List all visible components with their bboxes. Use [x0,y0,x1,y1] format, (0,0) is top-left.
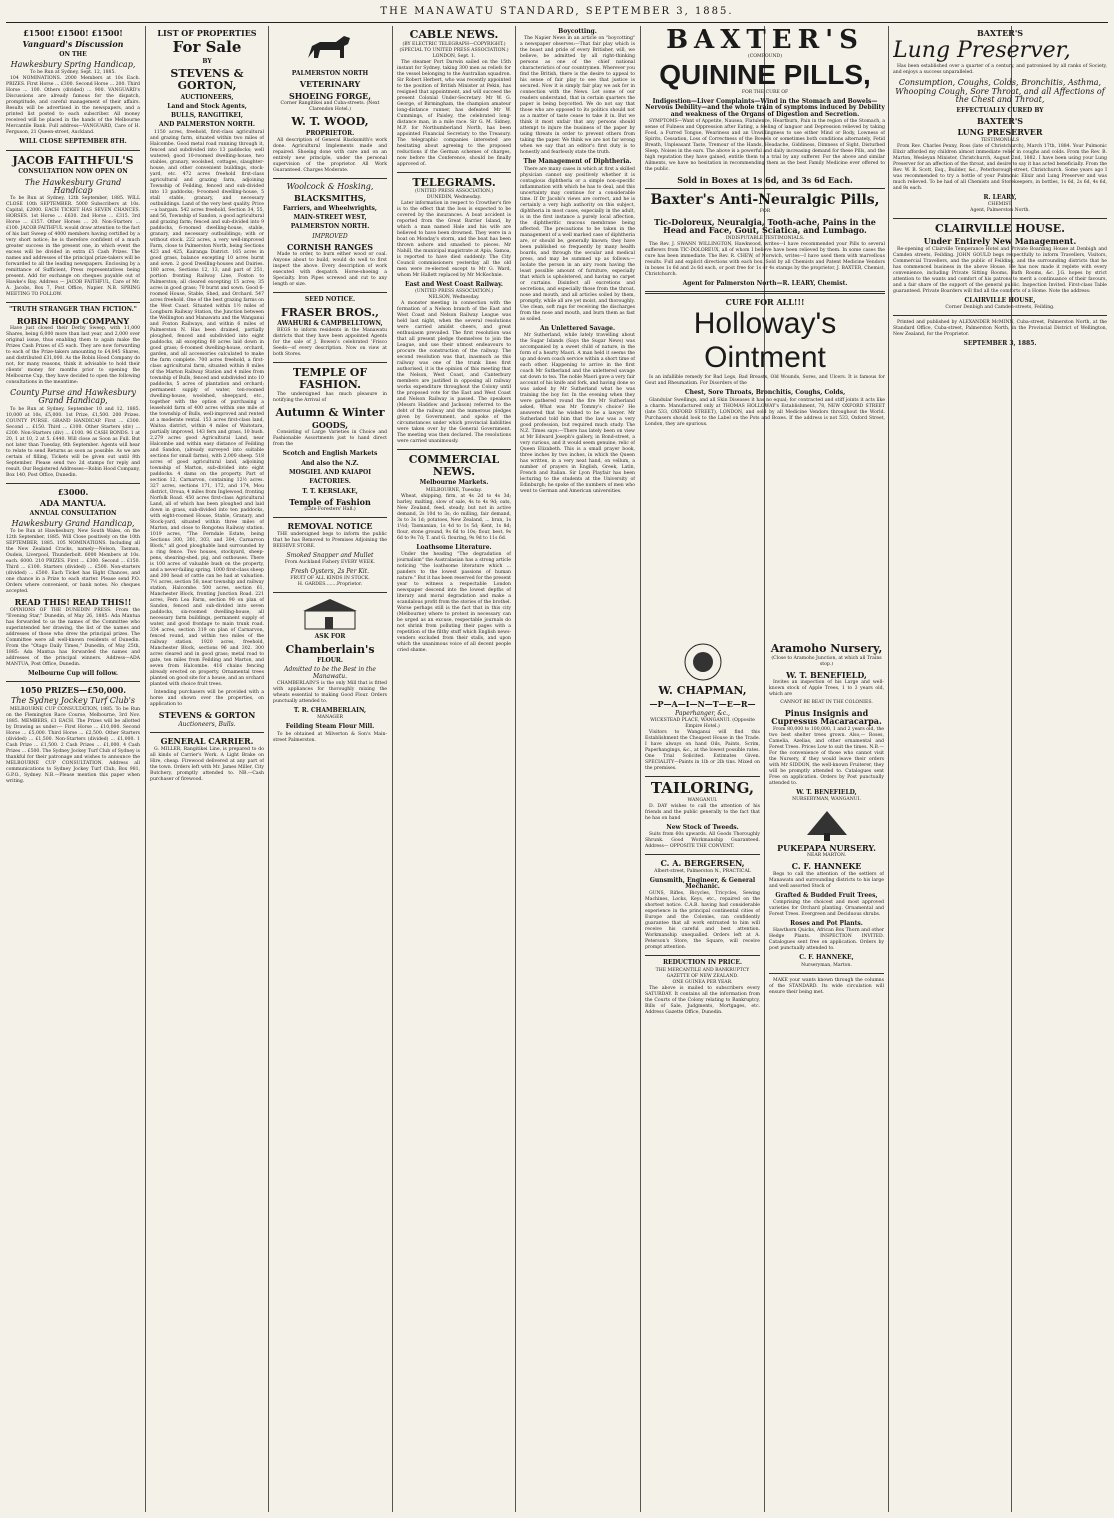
subheading: MAIN-STREET WEST, [293,214,367,221]
subheading: Melbourne Markets. [419,479,489,487]
article-text: CHAMBERLAIN'S is the only Mill that is fitted with appliances for thoroughly mixing the wheats essential to making Good Flour. Orders punctually attended to. [273,681,387,705]
subheading: CANNOT BE BEAT IN THE COLONIES. [780,699,873,705]
article-text: MELBOURNE CUP CONSULTATION, 1885. To be Run on the Flemington Race Course, Melbourne, 3rd Nov. 1885. MEMBERS, £1 EACH. The Prizes will be allotted by Drawing as under:— First Horse ... £10,000. Second Horse ... £5,000. Third Horse ... £2,500. Other Starters (divided) ... £1,500. Non-Starters (divided) ... £1,000. 1 Cash Prize ... £1,500. 2 Cash Prizes ... £1,000. 4 Cash Prizes ... £500. The Sydney Jockey Turf Club of Sydney is thankful for their patronage and wishes to announce the MELBOURNE CUP CONSULTATION. Address all communications to Sydney Jockey Turf Club, Box 981, G.P.O., Sydney. N.B.—Please mention this paper when writing. [6,706,140,784]
headline: PUKEPAPA NURSERY. [777,843,876,854]
column-2 [150,26,264,1512]
subheading: Roses and Pot Plants. [790,920,863,928]
separator [645,291,885,294]
subheading: Chest, Sore Throats, Bronchitis, Coughs, Colds, [684,389,846,397]
headline: An Unlettered Savage. [539,324,616,332]
separator [273,517,387,518]
article-text: OPINIONS OF THE DUNEDIN PRESS. From the "Evening Star," Dunedin, of May 26, 1885: Ada Mantua has forwarded to us the names of the Committee who superintended her drawing, the list of the names and addresses of those who drew the principal prizes. The Committee were all well-known residents of Dunedin. From the "Otago Daily Times," Dunedin, of May 25th, 1885: Ada Mantua has forwarded the names and addresses of the principal winners. Address—ADA MANTUA, Post Office, Dunedin. [6,607,140,667]
headline: Vanguard's Discussion [22,39,124,50]
headline: Aramoho Nursery, [770,642,883,655]
subheading: New Stock of Tweeds. [666,823,739,831]
subheading: Agent for Palmerston North—R. LEARY, Chemist. [682,279,848,287]
separator [397,449,511,450]
headline: C. F. HANNEKE [791,861,862,872]
subheading: From Auckland Fishery EVERY WEEK. [284,560,376,566]
subheading: IMPROVED [312,232,348,240]
subheading: R. LEARY, [983,193,1017,201]
headline: FRASER BROS., [280,305,380,319]
subheading: REDUCTION IN PRICE. [663,959,742,967]
separator [397,172,511,173]
subheading: ANNUAL CONSULTATION [29,509,117,517]
headline: C. A. BERGERSEN, [660,858,745,869]
column-rule [392,26,393,1512]
article-text: Is an infallible remedy for Bad Legs, Bad Breasts, Old Wounds, Sores, and Ulcers. It is famous for Gout and Rheumatism. For Disorders of the [645,375,885,387]
article-text: Wheat, shipping, firm, at 4s 2d to 4s 3d; barley, malting, slow of sale, 4s to 4s 9d; oats, New Zealand, feed, steady, but not in active demand, 2s 10d to 3s; do milling, fair demand, 3s to 3s 1d; potatoes, New Zealand, ... bran, 1s 1½d; Tasmanian, 1s 4d to 1s 5d; Kent, 1s 8d; flour, stone ground, 9s 6d to 10s; flour, best, 9s 6d to 9s 7d; T. and G. flouring, 9s 9d to 11s 6d. [397,493,511,541]
article-text: Intending purchasers will be provided with a horse and shown over the properties, on application to [150,689,264,707]
subheading: Gunsmith, Engineer, & General Mechanic. [649,876,756,890]
subheading: To be Run at Sydney, Sept. 12, 1885. [30,70,116,76]
subheading: Melbourne Cup will follow. [27,669,119,677]
separator [645,188,885,189]
headline: The Hawkesbury Grand Handicap [24,177,122,195]
subheading: WANGANUI. [687,797,718,803]
headline: SHOEING FORGE, [288,90,372,101]
article-text: Consisting of Large Varieties in Choice and Fashionable Assortments just to hand direct from the [273,430,387,448]
article-text: Visitors to Wanganui will find this Establishment the Cheapest House in the Trade. I have always on hand Oils, Paints, Scrim, Paperhangings, &c., at the lowest possible rates. One Trial Solicited. Estimates Given. SPECIALITY—Paints in 1lb or 2lb tins. Mixed on the premises. [645,730,760,772]
headline: COMMERCIAL NEWS. [408,453,500,478]
separator [769,973,884,974]
headline: STEVENS & GORTON [158,709,256,720]
subheading: T. R. CHAMBERLAIN, [293,707,367,715]
article-text: G. MILLER, Rangitikei Line, is prepared to do all kinds of Carrier's Work. A Light Brake on Hire, cheap. Firewood delivered at any part of the town. Orders left with Mr. James Miller, City Butchery, promptly attended to. NB.—Cash purchaser of firewood. [150,746,264,782]
masthead: THE MANAWATU STANDARD, SEPTEMBER 3, 1885. [380,6,734,17]
headline: CORNISH RANGES [286,241,374,252]
separator [273,362,387,363]
subheading: Scotch and English Markets [282,450,378,458]
headline: W. T. WOOD, [291,115,369,129]
subheading: Sold in Boxes at 1s 6d, and 3s 6d Each. [677,174,853,185]
mill-illustration [295,597,365,631]
headline: TEMPLE OF FASHION. [292,366,368,391]
headline: Autumn & Winter [275,405,385,419]
subheading: Smoked Snapper and Mullet [286,551,374,559]
subheading: Agent, Palmerston North. [970,207,1030,213]
subheading: Corner Denbigh and Camden-streets, Feilding. [945,305,1055,311]
article-text: Comprising the choicest and most approved varieties for Orchard planting. Ornamental and Forest Trees. Evergreen and Deciduous shrubs. [769,900,884,918]
subheading: BULLS, RANGITIKEI, [170,112,244,120]
article-text: Mr Sutherland, while lately travelling about the Sugar Islands (Says the Sugar News) was accompanied by a sweet child of nature, in the form of a hearty Maori. A man held it seems the up and down coach service within a short time of each other. Happening to arrive in the first coach Mr Sutherland and the unlettered savage sat down to tea. The noble Maori gave a very fair account of his knife and fork, and having done so was asked by Mr Sutherland what he was training the boy for. In the evening when they were gathered round the fire Mr Sutherland asked, What was Mr Tommy's choice? He answered that he wished to be a lawyer. Mr Sutherland told him that the law was a very good profession, but required much study. The N.Z. Times says:—There has lately been on view at Mr Edward Joseph's gallery, in Bond-street, a very curious, and it would seem genuine, relic of Queen Elizabeth. This is a small prayer book, three inches by two inches, in which the Queen has written, in a very neat hand, on vellum, a number of prayers in English, Greek, Latin, French and Italian. Sir Lyon Playfair has been lecturing to the students at the University of Edinburgh; he spoke of the numbers of men who went to German and American universities. [520,332,635,494]
headline: County Purse and Hawkesbury Grand Handicap, [10,388,136,406]
subheading: ON THE [59,50,87,58]
subheading: THE MERCANTILE AND BANKRUPTCY GAZETTE OF NEW ZEALAND. [655,967,750,979]
article-text: Printed and published by ALEXANDER McMINN, Cuba-street, Palmerston North, at the Standard Office, Cuba-street, Palmerston North, in the Provincial District of Wellington, New Zealand, for the Proprietor. [893,320,1107,338]
article-text: Begs to call the attention of the settlers of Manawatu and surrounding districts to his large and well assorted Stock of [769,871,884,889]
subheading: Land and Stock Agents, [167,102,247,110]
subheading: Corner Rangitikei and Cuba-streets. (Next Clarendon Hotel.) [280,101,380,113]
subheading: AUCTIONEERS, [180,93,234,101]
separator [273,592,387,593]
headline: LIST OF PROPERTIES [157,28,257,38]
subheading: And also the N.Z. [301,459,359,467]
article-text: To be Run at Sydney, 12th September, 1885. WILL CLOSE 10th SEPTEMBER. 5000 Subscribers at 10s. Capital, £2000. EACH TICKET HAS SEVEN CHANCES. HORSES. 1st Horse ... £630. 2nd Horse ... £315. 3rd Horse ... £157. Other Horses ... 20. Non-Starters ... £100. JACOB FAITHFUL would draw attention to the fact of his last Sweep of 4000 members having certified by a very short notice; he is therefore confident of a much greater success in the present one, in which event the excess will be divided in extra £5 Cash Prizes. The names and addresses of the principal prize-takers will be forwarded to all the leading newspapers. Enclosing by a remittance of Sufficient, Press representatives being present. Add for exchange on cheques payable out of Hawke's Bay. Address — JACOB FAITHFUL, Care of Mr. A. Jacobs, Box 7, Post Office, Napier. N.B. SPRING MEETING TO FOLLOW. [6,196,140,298]
headline: QUININE PILLS, [659,59,871,90]
headline: For Sale [172,38,242,57]
subheading: Nurseryman, Marton. [801,962,852,968]
subheading: CHEMIST, [987,201,1013,207]
headline: Consumption, Coughs, Colds, Bronchitis, Asthma, Whooping Cough, Sore Throat, and all Affections of the Chest and Throat, [895,78,1105,105]
subheading: (Late Foresters' Hall.) [304,507,356,513]
headline: £3000. [57,486,89,497]
article-text: Made to order, to burn either wood or coal. Anyone about to build, would do well to first inspect the above. Every description of work executed with despatch. Horse-shoeing a Specialty. Iron Pipes screwed and cut to any length or size. [273,252,387,288]
headline: Hawkesbury Spring Handicap, [10,60,136,70]
column-5 [520,26,635,1512]
subheading: WICKSTEAD PLACE, WANGANUI. (Opposite Empire Hotel.) [650,718,755,730]
article-text: Under the heading "The degradation of journalism" the Australasian has a strong article noticing "the loathsome literature which ... panders to the lowest passions of human nature." But it has been reserved for the present year to witness a respectable London newspaper descend into the lowest depths of literary and moral degradation and make a scandalous profit from the stories of the brothel. Worse perhaps still is the fact that in this city (Melbourne) where to protest in necessary can be urged as an excuse, respectable journals do not shrink from polluting their pages with a repetition of the filthy stuff which English news-venders excluded from their stalls, and upon which the unanimous voice of all decent people cried shame. [397,552,511,654]
headline: The Management of Diphtheria. [523,158,632,166]
article-text: THE undersigned begs to inform the public that he has Removed to Premises Adjoining the BEEHIVE STORE. [273,531,387,549]
subheading: SEPTEMBER 3, 1885. [963,340,1037,348]
subheading: FACTORIES. [309,478,351,486]
headline: ADA MANTUA. [39,498,107,509]
subheading: WILL CLOSE SEPTEMBER 8TH. [19,138,127,146]
headline: STEVENS & GORTON, [170,67,244,92]
column-rule [268,26,269,1512]
article-text: From 80,000 to 100,000, 1 and 2 years old, the two best shelter trees grown. Also,— Roses, Camelia, Azelias, and other ornamental and Forest Trees. Prices Low to suit the times. N.B.—For the convenience of those who cannot visit the Nursery, if they would leave their orders with Mr SIDDON, the well-known Fruiterer, they will be promptly attended to. Catalogues sent Free on application. Orders by Post punctually attended to. [769,726,884,786]
separator [6,483,140,484]
article-text: The Napier News in an article on "boycotting" a newspaper observes:—That fair play which is the boast and pride of every Britisher, will, we believe, be admitted by all right-thinking persons as one of the chief national characteristics of our countrymen. Wherever you find the British, there is the desire to appeal to his sense of fair play to see that justice is secured. Now it is simply fair play we ask for in connection with the News. Let some of our readers understand, that in certain quarters the paper is being boycotted. We do not say that those who are opposed to its politics should not as a matter of taste cease to take it in. But we think it most unfair that any persons should attempt to injure the business of the paper by using threats in order to prevent others from taking the paper. We think we are not far wrong when we say that an editor's first duty is to honestly and fearlessly state the truth. [520,36,635,156]
headline: The Sydney Jockey Turf Club's [10,696,136,706]
headline: TELEGRAMS. [412,175,496,189]
subheading: SEED NOTICE. [304,296,356,304]
headline: GOODS, [312,420,348,431]
headline: BAXTER'S [976,115,1024,126]
column-1 [6,26,140,1512]
subheading: PALMERSTON NORTH. [290,223,370,231]
separator [150,732,264,733]
separator [645,776,760,777]
headline: W. T. BENEFIELD, [786,669,867,680]
headline: ROBIN HOOD COMPANY [16,315,130,326]
headline: 1050 PRIZES—£50,000. [19,685,127,696]
article-text: Hawthorn Quicks, African Box Thorn and other Hedge Plants. INSPECTION INVITED. Catalogues sent free on application. Orders by post punctually attended to. [769,928,884,952]
separator [893,218,1107,219]
article-text: GUNS, Rifles, Bicycles, Tricycles, Sewing Machines, Locks, Keys, etc., repaired on the shortest notice. C.A.B. having had considerable experience in the principal continental cities of Europe and the Colonies, can confidently guarantee that all work entrusted to him will receive his careful and best attention. Workmanship unequalled. Orders left at A. Peterson's Store, the Square, will receive prompt attention. [645,891,760,951]
subheading: FRUIT OF ALL KINDS IN STOCK. [290,576,370,582]
article-text: To be obtained at Milverton & Son's Main-street Palmerston. [273,731,387,743]
subheading: Grafted & Budded Fruit Trees, [775,891,878,899]
article-text: Suits from 60s upwards. All Goods Thoroughly Shrunk. Good Workmanship Guaranteed. Address— OPPOSITE THE CONVENT. [645,832,760,850]
article-text: To be Run at Sydney, September 10 and 12, 1885. 10,000 at 10s, £5,000. 1st Prize, £1,500. 200 Prizes. COUNTY PURSE. GRAND HANDICAP. First ... £300. Second ... £150. Third ... £100. Other Starters (div) ... £200. Non-Starters (div) ... £100. 96 CASH BONDS. 1 at 20, 1 at 10, 2 at 5. £440. Will close as Soon as Full. But not later than Tuesday, 8th September. Agents will hear to relate to send Returns as soon as possible. As we are certain of filling, Tickets will be given out until 8th September. Please send two 2d stamps for reply and result. Our Registered Addresses—Robin Hood Company, Box 140, Post Office, Dunedin. [6,406,140,478]
article-text: D. DAY wishes to call the attention of his friends and the public generally to the fact that he has on hand [645,803,760,821]
column-4 [397,26,511,1512]
subheading: MANAGER [317,715,343,721]
article-text: 104 NOMINATIONS. 2000 Members at 10s Each. PRIZES. First Horse ... £300. Second Horse ... 200. Third Horse ... 100. Others (divided) ... 900. VANGUARD's Discussions are already famous for the dispatch, promptitude, and careful management of their affairs. Results will be advertised in the newspapers, and a printed list posted to each subscriber. All money received will be placed in the hands of the Melbourne Mercantile Bank. Full address—VANGUARD, Care of H. Ferguson, 21 Queen-street, Auckland. [6,76,140,136]
headline: CLAIRVILLE HOUSE. [934,221,1065,235]
article-text: All description of General Blacksmith's work done. Agricultural Implements made and repaired. Shoeing done with care and on an entirely new principle, under the personal supervision of the proprietor. All Work Guaranteed. Charges Moderate. [273,137,387,173]
headline: Holloway's Ointment [693,307,837,375]
subheading: Indigestion—Liver Complaints—Wind in the Stomach and Bowels—Nervous Debility—and the whole train of symptoms induced by Debility and weakness of the Organs of Digestion and Secretion. [645,98,885,118]
top-rule [6,22,1108,23]
subheading: East and West Coast Railway. [405,281,503,289]
headline: BLACKSMITHS, [293,193,367,204]
headline: REMOVAL NOTICE [287,521,373,532]
headline: Lung Preserver, [893,38,1071,64]
headline: Woolcock & Hosking, [286,181,374,191]
subheading: CLAIRVILLE HOUSE, [964,296,1036,304]
article-text: Have just closed their Derby Sweep, with 11,000 Shares, being 6,000 more than last year, and 2,000 over original issue, thus enabling them to again make the Prizes Cash Prizes of £5 each. They are now forwarding to each of the Prize-takers amounting to £4,845 Shares, and distributed £31,000. As the Robin Hood Company do not, for many reasons, think it advisable to hold their clients' money for months prior to opening the Melbourne Cup, they have decided to open the following consultations in the meantime: [6,326,140,386]
headline: TAILORING, [650,779,755,798]
subheading: Tic-Doloreux, Neuralgia, Tooth-ache, Pains in the Head and Face, Gout, Sciatica, and Lumbago. [654,216,876,236]
separator [645,955,760,956]
subheading: Albert-street, Palmerston N., PRACTICAL [654,868,751,874]
article-text: BEGS to inform residents in the Manawatu districts that they have been appointed Agents for the sale of J. Bowen's celebrated 'Frisco Seeds—of every description. Now on view at both Stores. [273,328,387,358]
subheading: Paperhanger, &c., [675,709,730,717]
column-rule [888,26,889,1512]
subheading: (SPECIAL TO UNITED PRESS ASSOCIATION.) [399,47,509,53]
headline: Pinus Insignis and Cupressus Macaracarpa. [771,707,882,727]
subheading: NURSERYMAN, WANGANUI. [792,797,861,803]
headline: W. CHAPMAN, [658,684,747,697]
column-rule [145,26,146,1512]
headline: —P—A—I—N—T—E—R— [649,698,756,709]
separator [6,150,140,151]
subheading: NELSON, Wednesday. [428,295,480,301]
subheading: Feilding Steam Flour Mill. [285,723,375,731]
headline: JACOB FAITHFUL'S [12,153,134,167]
article-text: A monster meeting in connection with the formation of a Nelson branch of the East and West Coast and Nelson Railway League was held last night, when the several resolutions were carried amidst cheers, and great enthusiasm prevailed. The first resolution was that all present pledge themselves to join the League, and use their utmost endeavours to procure the construction of the railway. The second resolution was that, inasmuch as this railway was one of the trunk lines first authorised, it is the opinion of this meeting that the Nelson, West Coast, and Canterbury members are justified in opposing all railway works expenditure throughout the Colony until the proposed vote for the East and West Coast and Nelson Railway is passed. The speakers (Messrs Haddow and Jackson) referred to the debt of the railway and the numerous pledges given by Government, and spoke of the circumstances under which provincial liabilities were taken over by the General Government. The meeting was then declared. The resolutions were carried unanimously. [397,301,511,445]
column-rule [640,26,641,1512]
article-text: There are many cases in which at first a skilled physician cannot say positively whether it is contagious diphtheria or a simple non-specific inflammation with which he has to deal, and this uncertainty may continue for a considerable time. If Dr Jacobi's views are correct, and he is certainly a very high authority on this subject, diphtheria in most cases, especially in the adult, is in the first instance a purely local affection, the diphtheritic mucous membrane being affected. The precautions to be taken in the management of a well marked case of diphtheria are, or should be, generally known; they have been published so frequently by many health boards, and through the secular and medical press, and may be summed up as follows:—Isolate the person in an airy room having the least possible amount of furniture, especially that which is upholstered, and having no carpet or curtains. Disinfect all excretions and secretions, and especially those from the throat, nose and mouth, and all articles soiled by them, promptly, while all are yet moist, and thoroughly. Use clean, soft rags for receiving the discharges from the nose and mouth, and burn them as fast as soiled. [520,166,635,322]
subheading: INDISPUTABLE TESTIMONIALS. [725,235,805,241]
separator [893,315,1107,316]
subheading: MOSGIEL AND KAIAPOI [288,469,372,477]
column-rule [515,26,516,1512]
article-text: The above is mailed to subscribers every SATURDAY. It contains all the information from the Courts of the Colony relating to Bankruptcy, Bills of Sale, Judgments, Mortgages, etc. Address Gazette Office, Dunedin. [645,985,760,1015]
article-text: To be Run at Hawkesbury, New South Wales, on the 12th September, 1885. Will Close positively on the 10th SEPTEMBER, 1885. 105 NOMINATIONS. Including all the New Zealand Cracks, namely—Nelson, Tasman, Oudeis, Liverpool, Thunderbolt. 6000 Members at 10s. each. 6000. 210 PRIZES. First ... £300. Second ... £150. Third ... £100. Starters (divided) ... £500. Non-starters (divided) ... £500. Each Ticket has Eight Chances, and one chance in a Prize to each starter. Please send P.O. Orders where convenient, or bank notes. No cheques accepted. [6,529,140,595]
horse-illustration [300,28,360,68]
article-text: Glandular Swellings, and all Skin Diseases it has no equal; for contracted and stiff joints it acts like a charm. Manufactured only at THOMAS HOLLOWAY's Establishment, 78, NEW OXFORD STREET (late 533, OXFORD STREET), LONDON, and sold by all Medicine Vendors throughout the World. Purchasers should look to the Label on the Pots and Boxes. If the address is not 533, Oxford Street, London, they are spurious. [645,397,885,427]
subheading: ONE GUINEA PER YEAR. [672,979,733,985]
article-text: The steamer Port Darwin sailed on the 15th instant for Sydney, taking 300 men as reliefs for the vessel belonging to the Australian squadron. Sir Robert Herbert, who was recently appointed to the position of British Minister at Pekin, has resigned that appointment, and will succeed the present Colonial Under-Secretary. Mr W. G. George, of Birmingham, the champion amateur long-distance runner, has defeated Mr W. Cummings, of Paisley, the celebrated long-distance man, in a mile race. Sir G. M. Sidney, M.P. for Northumberland North, has been appointed Financial Secretary to the Treasury. The telegraphic companies interested are hesitating about agreeing to the proposed reductions if the German schemes of charges, now before the Conference, should be finally approved of. [397,59,511,167]
subheading: CONSULTATION NOW OPEN ON [18,168,128,176]
subheading: "TRUTH STRANGER THAN FICTION." [9,306,137,314]
subheading: T. T. KERSLAKE, [302,487,358,495]
subheading: FLOUR. [316,657,343,665]
separator [6,681,140,682]
subheading: (COMPOUND) [747,54,782,59]
headline: CABLE NEWS. [409,28,499,41]
article-text: SYMPTOMS—Want of Appetite, Nausea, Flatulence, Heartburn, Pain in the region of the Stomach, a sense of Fulness and Oppression after Eating, a feeling of languor and Depression relieved by taking Food, a Furred Tongue, Weariness and an Unwillingness to use either Mind or Body, Lowness of Spirits, Cessation, Loss of Correctness of the Bowels or sometimes both conditions alternately, Fetid Breath, Unpleasant Taste, Tremour of the Hands, Headache, Giddiness, Dimness of Sight, Disturbed Sleep, Noises in the ears. The above is a powerful and daily increasing demand for these Pills, and the high reputation they have gained, entitle them to a trial by any sufferer. For the above and similar Ailments, we have no hesitation in recommending them as the best Family Medicine ever offered to the public. [645,118,885,172]
column-7 [645,640,760,1512]
subheading: EFFECTUALLY CURED BY [956,106,1044,114]
headline: BAXTER'S [976,28,1024,38]
article-text: Has been established over a quarter of a century, and patronised by all ranks of Society, and enjoys a success unparalleled. [893,64,1107,76]
column-3 [273,26,387,1512]
article-text: MAKE your wants known through the columns of the STANDARD. Its wide circulation will ensure their being met. [769,977,884,995]
headline: Temple of Fashion [289,496,371,507]
article-text: Invites an inspection of his Large and well-known stock of Apple Trees, 1 to 3 years old, which are [769,679,884,697]
subheading: NEAR MARTON. [806,853,847,859]
subheading: FOR THE CURE OF [741,90,789,95]
headline: VETERINARY [299,79,361,90]
headline: Under Entirely New Management. [923,236,1077,247]
subheading: (UNITED PRESS ASSOCIATION.) [415,289,493,295]
headline: BAXTER'S [666,26,864,55]
subheading: TESTIMONIALS [980,137,1020,143]
separator [6,302,140,303]
subheading: ASK FOR [314,633,346,641]
column-8 [769,640,884,1512]
baxter-quinine-ad [645,26,885,496]
subheading: W. T. BENEFIELD, [796,788,857,796]
subheading: (BY ELECTRIC TELEGRAPH—COPYRIGHT.) [402,41,506,47]
subheading: (UNITED PRESS ASSOCIATION.) [415,189,493,195]
subheading: Auctioneers, Bulls. [178,721,236,729]
article-text: Later information in respect to Crowther's fire is to the effect that the loss is expected to be covered by the insurances. A boat accident is reported from the Great Barrier Island, by which a man named Hale and his wife are believed to have been drowned. They were in a boat on Monday's storm, and the boat has been thrown ashore and smashed to pieces. Mr Nahill, the municipal magistrate at Apia, Samoa, is reported to have died suddenly. The City Council commissioners yesterday all the old men were re-elected except to Mr G. Ward, whom Mr Hallett replaced by Mr McKechnie. [397,201,511,279]
subheading: MELBOURNE, Tuesday. [425,487,483,493]
subheading: CURE FOR ALL!!! [725,297,805,308]
subheading: H. GARDES........Proprietor. [297,582,363,588]
separator [273,292,387,293]
article-text: Re-opening of Clairville Temperance Hotel and Private Boarding House at Denbigh and Camden streets, Feilding. JOHN GOULD begs respectfully to inform Travellers, Visitors, Commercial Travellers, and the public of Feilding, and the surrounding districts that he has commenced business in the above House. He has now made it replete with every convenience, including Private Sitting Rooms, Bath Rooms, &c. J.G. hopes by strict attention to the wants and comfort of his patrons to merit a continuance of their favours, and a fair share of the support of the general public. Inspection Invited. First-class Table guaranteed. Private Boarders will find all the comforts of a Home. Note the address: [893,246,1107,294]
subheading: BY [202,58,212,66]
headline: READ THIS! READ THIS!! [14,597,132,608]
painter-emblem-icon [683,642,723,682]
headline: £1500! £1500! £1500! [23,28,123,38]
subheading: AND PALMERSTON NORTH. [159,121,255,129]
headline: PALMERSTON NORTH [291,70,369,77]
column-9 [893,26,1107,1512]
article-text: The undersigned has much pleasure in notifying the Arrival of [273,391,387,403]
article-text: 1150 acres, freehold, first-class agricultural and grazing farm, situated within two miles of Halcombe. Good metal road running through it, fenced and subdivided into 13 paddocks; well watered; good 10-roomed dwelling-house, two stables, granary, woolshed, cottages, slaughter-house, and other convenient buildings, stock-yard, etc. 472 acres freehold first-class agricultural and grazing farm, adjoining Township of Feilding, fenced and sub-divided into 13 paddocks; 9-roomed dwelling-house, 5 stall stable, granary, and necessary outbuildings. Land of the very best quality. Price—a bargain. 542 acres freehold, Section 34, 55, and 56, Township of Sandon, a good agricultural and grazing farm; fenced and sub-divided into 9 paddocks, 6-roomed dwelling-house, stable, granary, and necessary outbuildings; with or without stock. 222 acres, a very well-improved Farm, close to Palmerston North, being Sections 423 and 425, Kairanga District. 165 acres in good grass, balance excepting 10 acres burnt and sown. 2 good Dwelling-houses and Dairies. 180 acres, Sections 12, 13, and part of 251, portion fronting Railway Line, Foxton to Palmerston; all cleared excepting 15 acres; 35 acres in good grass; 70 burnt and sown. Good 6-roomed House, Stable, Shed, and Orchard. 547 acres freehold. One of the best grazing farms on the West Coast. Situated within 1½ miles of Longburn Railway Station, the Junction between the Wellington and Manawatu and the Wanganui and Foxton Railways, and within 6 miles of Palmerston N. Has been drained, partially ploughed, fenced and subdivided into eight paddocks, all excepting 60 acres laid down in good grass; 6-roomed dwelling-house, orchard, garden, and all accessories calculated to make the farm complete. 700 acres freehold, a first-class agricultural farm, situated within 8 miles of the Marton Railway Station and 4 miles from township of Bulls, fenced and subdivided into 10 paddocks, 5 acres of plantation and orchard; permanent supply of water, ten-roomed dwelling-house, woolshed, sheepyard, etc., together with the option of purchasing a leasehold farm of 400 acres within one mile of the township of Bulls, well-improved and rented at a moderate rental. 153 acres first-class land, Waitoa district, within 4 miles of Waitotara, partially improved, 143 fern and grass, 10 bush. 2,279 acres good Agricultural Land, near Halcombe and within easy distance of Feilding and Sandon, (already surveyed into suitable sections for small farms), with 2,000 sheep. 518 acres of good agricultural land, adjoining township of Marton, sub-divided into eight paddocks. 4 dams on the property. Part of section 12, Carnarvon, containing 12½ acres. 327 acres, sections 171, 172, and 174, Mou district, Oroua, 4 miles from Inglewood, fronting Norfolk Road. 450 acres first-class Agricultural Land, all of which has been ploughed and laid down in grass, sub-divided into ten paddocks, with eight-roomed House, Stable, Granary, and Stock-yard, situated within three miles of Marton, and close to Rongotea Railway station. 1019 acres, "The Ferndale Estate, being Sections 300, 301, 303, and 304, Carnarvon Block," all good ploughable land surrounded by a ring fence. Two houses, stockyard, sheep-pens, shearing-shed, pig, and outhouses. There is 100 acres of valuable bush on the property, and a never-failing spring. 1000 first-class sheep and 200 head of cattle can be had at valuation. 7½ acres, section 58, near township and railway station, Halcombe. 500 acres, section 61, Manchester Block, fronting Junction Road. 221 acres, Fern Lea Farm, section 90 on plan of Sandon, fenced and sub-divided into seven paddocks, six-roomed dwelling-house, all necessary farm buildings, permanent supply of water, and good frontage to main trunk road. 334 acres, section 319 on plan of Carnarvon, fenced round, and within two miles of the railway station. 1920 acres, freehold, Manchester Block, sections 96 and 302. 300 acres cleared and in good grass; metal road to gate, ten miles from Feilding and Marton, and seven from Halcombe. 416 chains fencing already erected on property. Ornamental trees planted on good site for a house, and an orchard planted with choice fruit trees. [150,129,264,687]
subheading: PROPRIETOR. [305,129,355,137]
subheading: LONDON, Sept. 1. [432,53,476,59]
subheading: AWAHURI & CAMPBELLTOWN, [277,320,383,328]
subheading: (Close to Aramoho Junction, at which all Trains stop.) [771,655,882,667]
subheading: DUNEDIN, Wednesday. [426,195,482,201]
subheading: FOR [759,208,771,214]
subheading: Farriers, and Wheelwrights, [283,204,377,212]
headline: Hawkesbury Grand Handicap, [11,518,135,528]
separator [645,854,760,855]
subheading: Loathsome Literature. [416,543,492,551]
headline: GENERAL CARRIER. [160,736,254,747]
headline: LUNG PRESERVER [957,127,1043,138]
separator [273,178,387,179]
headline: Baxter's Anti-Neuralgic Pills, [650,192,880,209]
subheading: C. F. HANNEKE, [799,954,854,962]
nursery-illustration [797,805,857,841]
article-text: From Rev. Charles Penny, Ross (late of Christchurch), March 17th, 1884. Your Pulmonic Elixir afforded my children almost immediate relief in coughs and colds. From the Rev. B. Marton, Wesleyan Minister, Christchurch, August 2nd, 1882. I have been using your Lung Preserver for an affection of the throat, and desire to say it has acted beneficially. From the Rev. W. B. Scott, Esq., Builder, &c., Peterborough-street, Christchurch. Some years ago I was recommended to try a bottle of your Pulmonic Elixir and Lung Preserver and was much relieved. To be had of all Chemists and Storekeepers, in bottles, 1s 6d, 2s 6d, 4s 6d, and 8s each. [893,143,1107,191]
headline: Chamberlain's [285,642,375,656]
headline: Boycotting. [558,28,597,35]
article-text: The Rev. J. SWANN WILLINGTON, Hawkwood, writes—I have recommended your Pills to several sufferers from TIC-DOLOREUX, all of whom I believe have been relieved by them. In some cases the cure has been immediate. The Rev. R. CHEW, of Norwich, writes—I have used them with marvellous results. Full and explicit directions with each box. Sold by all Chemists and Patent Medicine Vendors in boxes 1s 6d and 2s 6d each, or post free for 1s or 4s stamps by the proprietor, J. BAXTER, Chemist, Christchurch. [645,241,885,277]
subheading: Fresh Oysters, 2s Per Kit. [290,568,370,576]
subheading: Admitted to be the Best in the Manawatu. [284,666,376,680]
